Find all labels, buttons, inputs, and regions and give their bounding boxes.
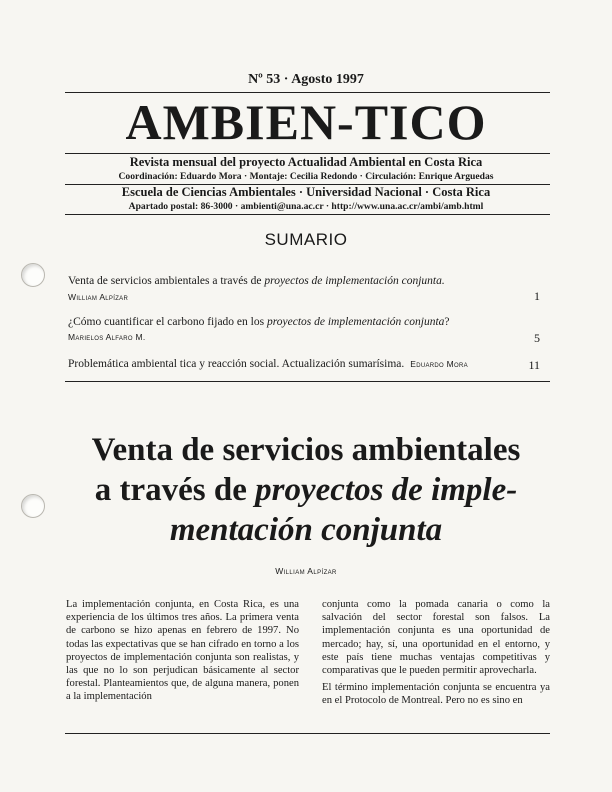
- toc-entry-3-title: Problemática ambiental tica y reacción social. Actualización sumarísima. Eduardo Mora: [68, 358, 468, 370]
- sumario-title: SUMARIO: [264, 230, 348, 249]
- masthead-contact: Apartado postal: 86-3000 · ambienti@una.ac.cr · http://www.una.ac.cr/ambi/amb.html: [128, 201, 484, 212]
- toc-entry-2-title: ¿Cómo cuantificar el carbono fijado en los proyectos de implementación conjunta?: [68, 316, 450, 328]
- issue-line: Nº 53 · Agosto 1997: [248, 72, 364, 87]
- toc-entry-1-page: 1: [534, 289, 540, 303]
- article-headline: Venta de servicios ambientales a través de proyectos de imple- mentación conjunta: [91, 432, 521, 548]
- masthead-title: AMBIEN-TICO: [125, 94, 487, 150]
- contact-rule: [65, 214, 550, 215]
- masthead-credits: Coordinación: Eduardo Mora · Montaje: Cecilia Redondo · Circulación: Enrique Arguedas: [118, 171, 494, 182]
- article-column-left: La implementación conjunta, en Costa Rica, es una experiencia de los últimos tres años. La primera venta de carbono se hizo apenas en febrero de 1997. No todas las expectativas que se han cifrado en torno a los proyectos de implementación conjunta son realistas, y las que no lo son perjudican básicamente al sector forestal. Planteamientos que, de alguna manera, ponen a la implementación: [66, 599, 299, 703]
- toc-entry-1-author: William Alpízar: [68, 292, 129, 302]
- page-bottom-rule: [65, 733, 550, 734]
- article-byline: William Alpízar: [275, 566, 337, 576]
- toc-entry-3-author: Eduardo Mora: [410, 359, 468, 369]
- sumario-bottom-rule: [65, 381, 550, 382]
- toc-entry-1-title: Venta de servicios ambientales a través de proyectos de implementación conjunta.: [68, 275, 445, 287]
- article-column-right: conjunta como la pomada canaria o como la salvación del sector forestal son falsos. La implementación conjunta es una oportunidad de mercado; hay, sí, una oportunidad en el entorno, y este país tiene muchas ventajas competitivas y comparativas que le pueden permitir aprovecharla. El término implementación conjunta se encuentra ya en el Protocolo de Montreal. Pero no es sino en: [322, 599, 550, 707]
- masthead-subtitle: Revista mensual del proyecto Actualidad Ambiental en Costa Rica: [129, 155, 483, 169]
- punch-hole-top: [21, 263, 45, 287]
- toc-entry-2-page: 5: [534, 331, 540, 345]
- masthead-bottom-rule: [65, 153, 550, 154]
- masthead-institution: Escuela de Ciencias Ambientales · Universidad Nacional · Costa Rica: [121, 185, 491, 199]
- toc-entry-2-author: Marielos Alfaro M.: [68, 332, 146, 342]
- toc-entry-3-page: 11: [528, 358, 540, 372]
